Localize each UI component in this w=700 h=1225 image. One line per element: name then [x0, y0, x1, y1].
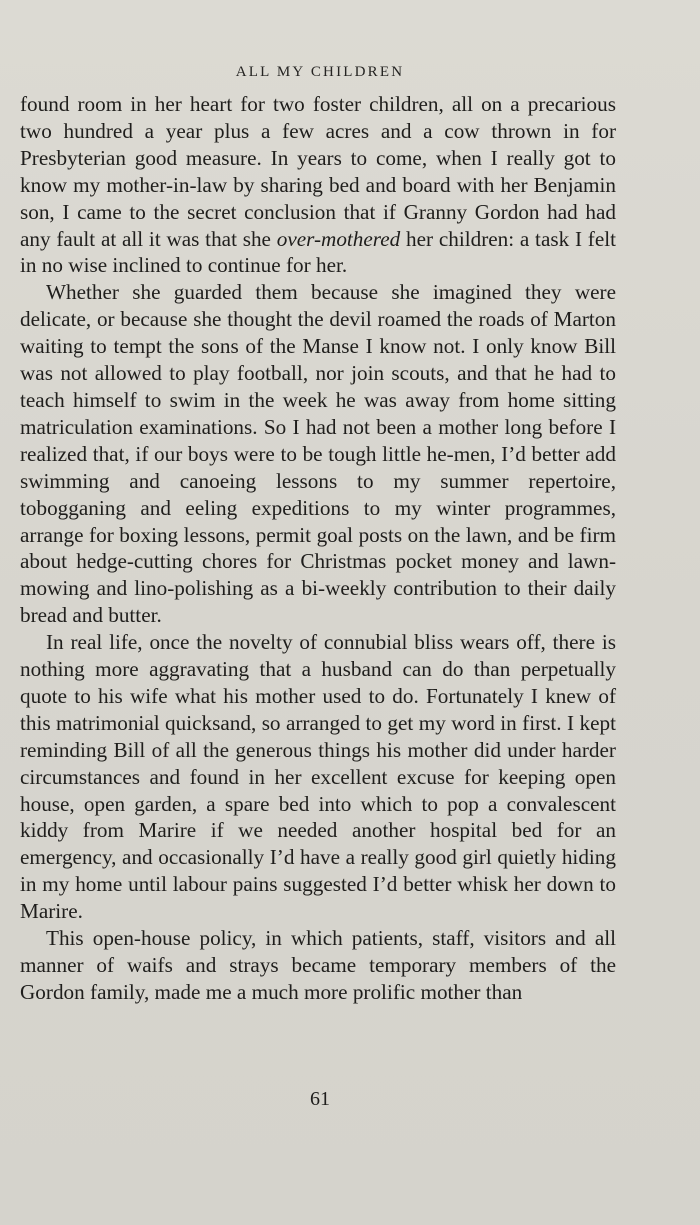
paragraph-1-after: her children: a task I felt in no wise inclined to continue for her. [20, 226, 617, 278]
paragraph-1 [20, 91, 616, 279]
running-head: ALL MY CHILDREN [235, 64, 405, 80]
paragraph-1-before: found room in her heart for two foster children, all on a precarious two hundred a year plus a few acres and a cow thrown in for Presbyterian good measure. In years to come, when I really got to know my mother-in-law by sharing bed and board with her Benjamin son, I came to the secret conclusion that if Granny Gordon had had any fault at all it was that she [20, 92, 616, 251]
body-text [20, 91, 616, 1006]
page-number: 61 [310, 1088, 330, 1110]
paragraph-4: This open-house policy, in which patients, staff, visitors and all manner of waifs and strays became temporary members of the Gordon family, made me a much more prolific mother than [20, 926, 616, 1004]
paragraph-1-emphasis: over-mothered [276, 226, 401, 251]
paragraph-2: Whether she guarded them because she imagined they were delicate, or because she thought the devil roamed the roads of Marton waiting to tempt the sons of the Manse I know not. I only know Bill was not allowed to play football, nor join scouts, and that he had to teach himself to swim in the week he was away from home sitting matriculation examinations. So I had not been a mother long before I realized that, if our boys were to be tough little he-men, I’d better add swimming and canoeing lessons to my summer repertoire, tobogganing and eeling expeditions to my winter programmes, arrange for boxing lessons, permit goal posts on the lawn, and be firm about hedge-cutting chores for Christmas pocket money and lawn-mowing and lino-polishing as a bi-weekly contribution to their daily bread and butter. [20, 280, 616, 628]
paragraph-3: In real life, once the novelty of connubial bliss wears off, there is nothing more aggravating that a husband can do than perpetually quote to his wife what his mother used to do. Fortunately I knew of this matrimonial quicksand, so arranged to get my word in first. I kept reminding Bill of all the generous things his mother did under harder circumstances and found in her excellent excuse for keeping open house, open garden, a spare bed into which to pop a convalescent kiddy from Marire if we needed another hospital bed for an emergency, and occasionally I’d have a really good girl quietly hiding in my home until labour pains suggested I’d better whisk her down to Marire. [20, 630, 616, 924]
